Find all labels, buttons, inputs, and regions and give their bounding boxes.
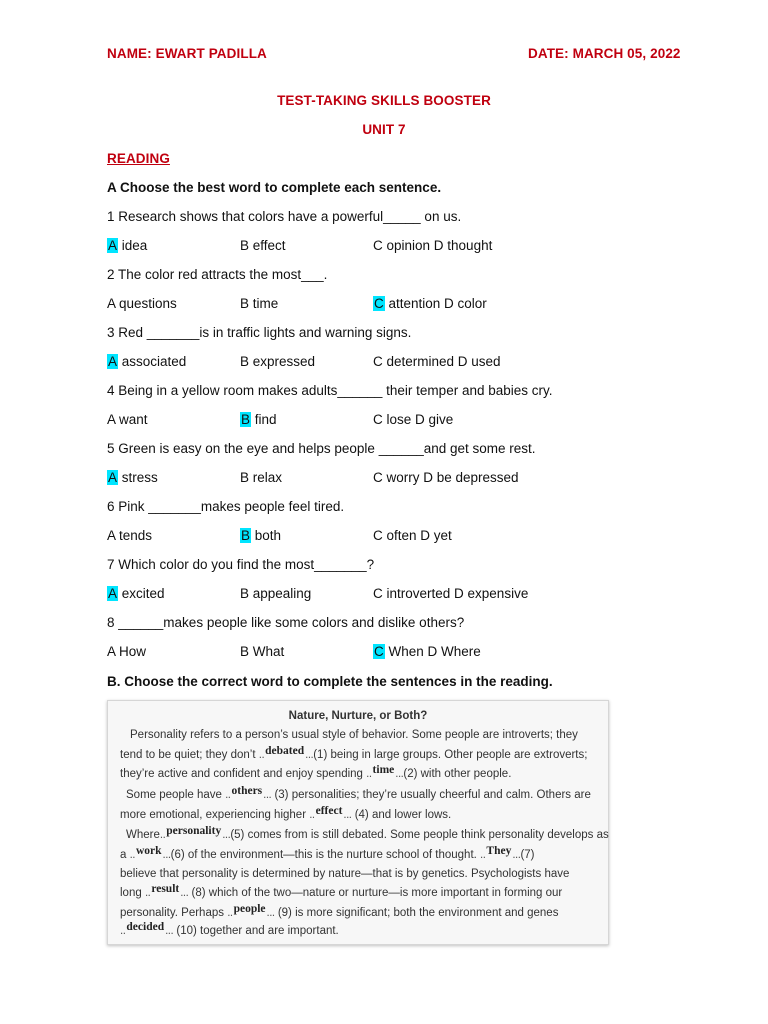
question-7-text: 7 Which color do you find the most_______?	[107, 557, 375, 572]
answer-highlight: A	[108, 238, 118, 253]
answer-highlight: A	[108, 586, 118, 601]
handwritten-answer: debated	[265, 745, 305, 757]
test-date: DATE: MARCH 05, 2022	[528, 46, 681, 61]
answer-highlight: C	[374, 296, 384, 311]
question-3-option-2: B expressed	[240, 354, 316, 369]
reading-passage-box	[107, 700, 609, 945]
question-6-option-3: C often D yet	[373, 528, 452, 543]
question-7-option-2: B appealing	[240, 586, 312, 601]
reading-line-8: believe that personality is determined by nature—that is by genetics. Psychologists have	[120, 868, 570, 880]
question-2-option-2: B time	[240, 296, 279, 311]
part-a-instruction: A Choose the best word to complete each sentence.	[107, 180, 442, 195]
reading-line-6: Where..personality...(5) comes from is still debated. Some people think personality develops as	[126, 825, 609, 841]
answer-highlight: A	[108, 354, 118, 369]
question-8-text: 8 ______makes people like some colors and dislike others?	[107, 615, 465, 630]
reading-line-10: personality. Perhaps ..people... (9) is more significant; both the environment and genes	[120, 903, 559, 919]
answer-highlight: C	[374, 644, 384, 659]
answer-highlight: B	[241, 528, 251, 543]
question-4-option-2: B find	[241, 412, 277, 427]
question-8-option-3: C When D Where	[374, 644, 481, 659]
reading-line-3: they’re active and confident and enjoy spending ..time...(2) with other people.	[120, 764, 512, 780]
part-b-instruction: B. Choose the correct word to complete the sentences in the reading.	[107, 674, 553, 689]
question-1-option-1: A idea	[108, 238, 148, 253]
question-2-text: 2 The color red attracts the most___.	[107, 267, 328, 282]
question-6-text: 6 Pink _______makes people feel tired.	[107, 499, 345, 514]
reading-line-2: tend to be quiet; they don’t ..debated...(1) being in large groups. Other people are extroverts;	[120, 745, 588, 761]
handwritten-answer: They	[486, 845, 512, 857]
question-8-option-1: A How	[107, 644, 147, 659]
reading-line-7: a ..work...(6) of the environment—this is the nurture school of thought. ..They...(7)	[120, 845, 535, 861]
handwritten-answer: work	[135, 845, 162, 857]
answer-highlight: A	[108, 470, 118, 485]
handwritten-answer: time	[372, 764, 395, 776]
question-7-option-3: C introverted D expensive	[373, 586, 529, 601]
handwritten-answer: effect	[315, 805, 343, 817]
handwritten-answer: personality	[166, 825, 222, 837]
question-2-option-3: C attention D color	[374, 296, 487, 311]
reading-line-11: ..decided... (10) together and are important.	[120, 921, 339, 937]
unit-label: UNIT 7	[362, 122, 406, 137]
question-4-option-1: A want	[107, 412, 148, 427]
reading-line-9: long ..result... (8) which of the two—nature or nurture—is more important in forming our	[120, 883, 563, 899]
question-8-option-2: B What	[240, 644, 285, 659]
answer-highlight: B	[241, 412, 251, 427]
question-1-option-3: C opinion D thought	[373, 238, 493, 253]
question-1-option-2: B effect	[240, 238, 286, 253]
reading-line-4: Some people have ..others... (3) personalities; they’re usually cheerful and calm. Others are	[126, 785, 591, 801]
question-5-option-3: C worry D be depressed	[373, 470, 519, 485]
question-3-option-1: A associated	[108, 354, 187, 369]
handwritten-answer: people	[233, 903, 266, 915]
question-1-text: 1 Research shows that colors have a powerful_____ on us.	[107, 209, 462, 224]
question-6-option-2: B both	[241, 528, 282, 543]
question-4-option-3: C lose D give	[373, 412, 454, 427]
question-5-text: 5 Green is easy on the eye and helps people ______and get some rest.	[107, 441, 536, 456]
page-title: TEST-TAKING SKILLS BOOSTER	[277, 93, 491, 108]
reading-title: Nature, Nurture, or Both?	[288, 710, 428, 722]
question-3-text: 3 Red _______is in traffic lights and warning signs.	[107, 325, 412, 340]
handwritten-answer: others	[231, 785, 263, 797]
question-5-option-1: A stress	[108, 470, 158, 485]
reading-line-1: Personality refers to a person’s usual style of behavior. Some people are introverts; they	[130, 729, 578, 741]
question-2-option-1: A questions	[107, 296, 177, 311]
student-name: NAME: EWART PADILLA	[107, 46, 267, 61]
question-7-option-1: A excited	[108, 586, 165, 601]
reading-line-5: more emotional, experiencing higher ..effect... (4) and lower lows.	[120, 805, 452, 821]
question-3-option-3: C determined D used	[373, 354, 501, 369]
handwritten-answer: result	[151, 883, 180, 895]
question-5-option-2: B relax	[240, 470, 283, 485]
question-6-option-1: A tends	[107, 528, 153, 543]
question-4-text: 4 Being in a yellow room makes adults______ their temper and babies cry.	[107, 383, 553, 398]
handwritten-answer: decided	[126, 921, 165, 933]
section-heading: READING	[107, 151, 170, 166]
